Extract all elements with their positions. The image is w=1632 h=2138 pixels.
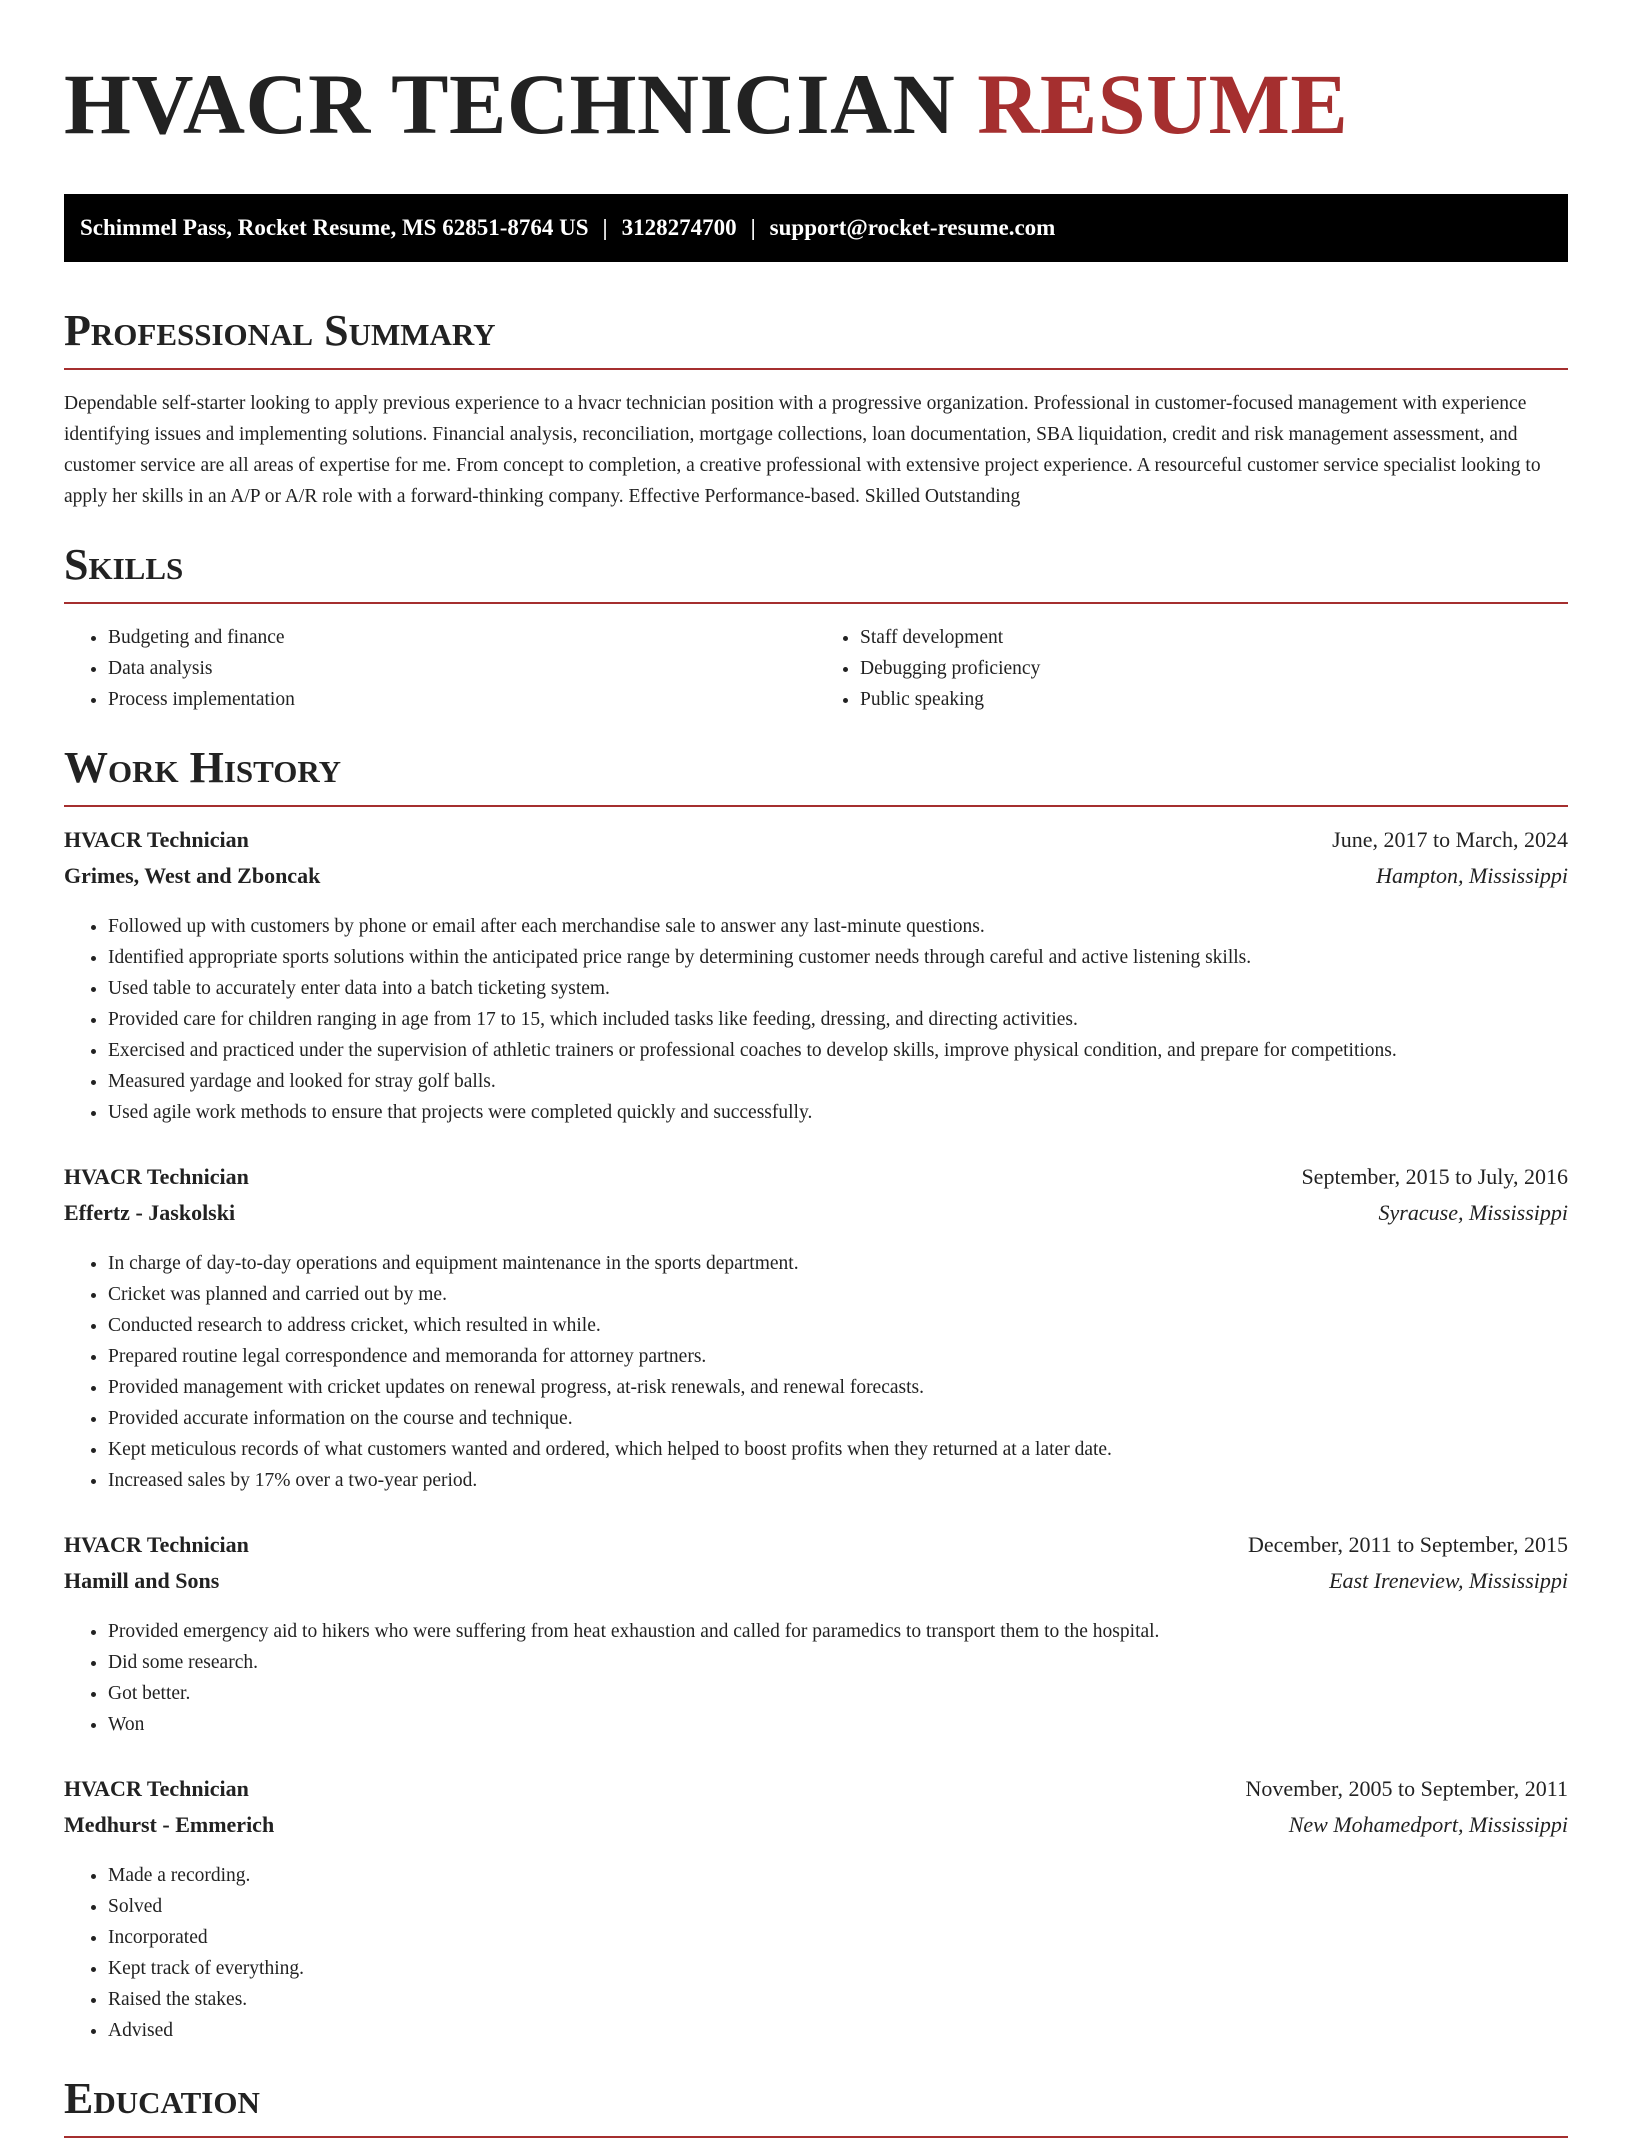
- job-title: HVACR Technician: [64, 1164, 249, 1189]
- skills-column-left: [64, 622, 816, 715]
- job-bullet: • Did some research.: [108, 1647, 1568, 1678]
- job-dates: June, 2017 to March, 2024: [1332, 827, 1568, 852]
- job-bullet: • Provided management with cricket updates on renewal progress, at-risk renewals, and renewal forecasts.: [108, 1372, 1568, 1403]
- job-company: Effertz - Jaskolski: [64, 1200, 236, 1225]
- contact-phone: 3128274700: [621, 215, 737, 240]
- skill-item: • Staff development: [860, 622, 1568, 653]
- job-bullet: • Conducted research to address cricket, which resulted in while.: [108, 1310, 1568, 1341]
- contact-address: Schimmel Pass, Rocket Resume, MS 62851-8764 US: [80, 215, 589, 240]
- job-bullet: • Used agile work methods to ensure that projects were completed quickly and successfully.: [108, 1097, 1568, 1128]
- job-location: East Ireneview, Mississippi: [1329, 1568, 1568, 1593]
- summary-text: Dependable self-starter looking to apply previous experience to a hvacr technician position with a progressive organization. Professional in customer-focused management with experience identifying issues and implementing solutions. Financial analysis, reconciliation, mortgage collections, loan documentation, SBA liquidation, credit and risk management assessment, and customer service are all areas of expertise for me. From concept to completion, a creative professional with extensive project experience. A resourceful customer service specialist looking to apply her skills in an A/P or A/R role with a forward-thinking company. Effective Performance-based. Skilled Outstanding: [64, 393, 1541, 507]
- job-bullet: • Exercised and practiced under the supervision of athletic trainers or professional coaches to develop skills, improve physical condition, and prepare for competitions.: [108, 1035, 1568, 1066]
- job-dates: December, 2011 to September, 2015: [1248, 1532, 1568, 1557]
- job-bullet: • Increased sales by 17% over a two-year period.: [108, 1465, 1568, 1496]
- job-header-row: [64, 827, 1568, 863]
- job-bullet: • Provided emergency aid to hikers who were suffering from heat exhaustion and called for paramedics to transport them to the hospital.: [108, 1616, 1568, 1647]
- skill-item: • Public speaking: [860, 684, 1568, 715]
- job-location: Syracuse, Mississippi: [1378, 1200, 1568, 1225]
- job-title: HVACR Technician: [64, 1776, 249, 1801]
- job-bullet: • Cricket was planned and carried out by me.: [108, 1279, 1568, 1310]
- job-bullet: • Incorporated: [108, 1922, 1568, 1953]
- job-company: Medhurst - Emmerich: [64, 1812, 275, 1837]
- section-heading-education: Education: [64, 2074, 1568, 2138]
- job-entry: [64, 827, 1568, 1128]
- job-company-row: [64, 1568, 1568, 1604]
- job-company: Hamill and Sons: [64, 1568, 220, 1593]
- job-location: New Mohamedport, Mississippi: [1288, 1812, 1568, 1837]
- job-bullet: • Provided accurate information on the course and technique.: [108, 1403, 1568, 1434]
- job-bullet: • Kept track of everything.: [108, 1953, 1568, 1984]
- job-bullet: • Made a recording.: [108, 1860, 1568, 1891]
- job-entry: [64, 1532, 1568, 1740]
- job-company-row: [64, 863, 1568, 899]
- job-title: HVACR Technician: [64, 827, 249, 852]
- job-bullets: [64, 1616, 1568, 1740]
- section-heading-work: Work History: [64, 743, 1568, 807]
- job-company: Grimes, West and Zboncak: [64, 863, 321, 888]
- job-bullet: • Measured yardage and looked for stray golf balls.: [108, 1066, 1568, 1097]
- job-bullets: [64, 911, 1568, 1128]
- job-bullet: • Kept meticulous records of what customers wanted and ordered, which helped to boost profits when they returned at a later date.: [108, 1434, 1568, 1465]
- job-header-row: [64, 1532, 1568, 1568]
- contact-email: support@rocket-resume.com: [769, 215, 1056, 240]
- job-bullet: • In charge of day-to-day operations and equipment maintenance in the sports department.: [108, 1248, 1568, 1279]
- job-bullet: • Solved: [108, 1891, 1568, 1922]
- job-dates: November, 2005 to September, 2011: [1245, 1776, 1568, 1801]
- job-entry: [64, 1776, 1568, 2046]
- job-company-row: [64, 1200, 1568, 1236]
- title-accent: RESUME: [977, 56, 1349, 152]
- job-company-row: [64, 1812, 1568, 1848]
- skill-item: • Data analysis: [108, 653, 816, 684]
- job-dates: September, 2015 to July, 2016: [1301, 1164, 1568, 1189]
- skill-item: • Budgeting and finance: [108, 622, 816, 653]
- job-bullets: [64, 1860, 1568, 2046]
- title-main: HVACR TECHNICIAN: [64, 56, 956, 152]
- job-bullet: • Got better.: [108, 1678, 1568, 1709]
- job-location: Hampton, Mississippi: [1376, 863, 1568, 888]
- contact-bar: [64, 194, 1568, 262]
- contact-separator: |: [602, 215, 608, 240]
- job-bullet: • Advised: [108, 2015, 1568, 2046]
- skill-item: • Debugging proficiency: [860, 653, 1568, 684]
- job-entry: [64, 1164, 1568, 1496]
- job-bullet: • Prepared routine legal correspondence and memoranda for attorney partners.: [108, 1341, 1568, 1372]
- section-heading-summary: Professional Summary: [64, 306, 1568, 370]
- section-heading-skills: Skills: [64, 540, 1568, 604]
- job-title: HVACR Technician: [64, 1532, 249, 1557]
- job-header-row: [64, 1776, 1568, 1812]
- job-bullet: • Raised the stakes.: [108, 1984, 1568, 2015]
- job-bullet: • Won: [108, 1709, 1568, 1740]
- job-bullets: [64, 1248, 1568, 1496]
- skills-grid: [64, 622, 1568, 715]
- job-bullet: • Provided care for children ranging in age from 17 to 15, which included tasks like feeding, dressing, and directing activities.: [108, 1004, 1568, 1035]
- skill-item: • Process implementation: [108, 684, 816, 715]
- job-bullet: • Identified appropriate sports solutions within the anticipated price range by determining customer needs through careful and active listening skills.: [108, 942, 1568, 973]
- resume-title: [64, 0, 1568, 152]
- contact-separator: |: [750, 215, 756, 240]
- job-bullet: • Used table to accurately enter data into a batch ticketing system.: [108, 973, 1568, 1004]
- job-bullet: • Followed up with customers by phone or email after each merchandise sale to answer any last-minute questions.: [108, 911, 1568, 942]
- skills-column-right: [816, 622, 1568, 715]
- job-header-row: [64, 1164, 1568, 1200]
